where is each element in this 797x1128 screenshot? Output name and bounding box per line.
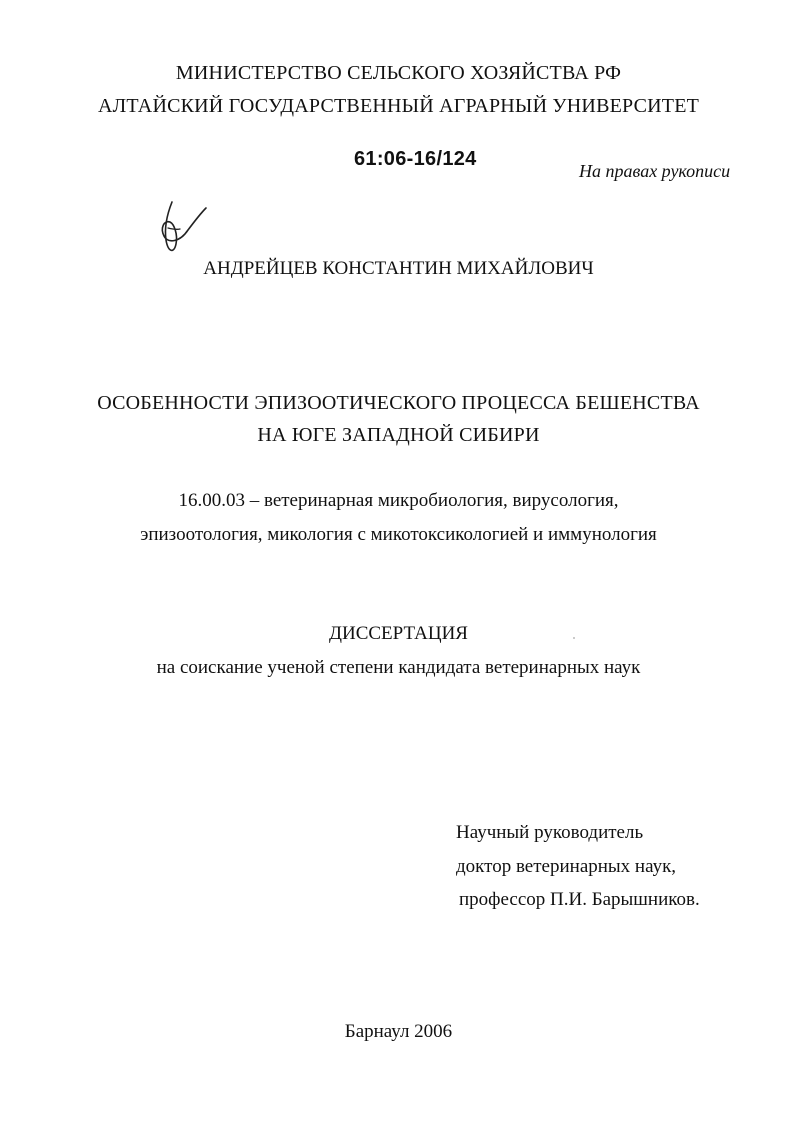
place-and-year: Барнаул 2006	[344, 1021, 453, 1042]
signature-icon	[150, 198, 212, 260]
catalog-code: 61:06-16/124	[354, 148, 477, 170]
author-name: АНДРЕЙЦЕВ КОНСТАНТИН МИХАЙЛОВИЧ	[203, 258, 594, 279]
supervisor-name: профессор П.И. Барышников.	[459, 889, 700, 910]
supervisor-degree: доктор ветеринарных наук,	[456, 856, 677, 877]
document-type: ДИССЕРТАЦИЯ	[329, 623, 468, 644]
thesis-title-line-1: ОСОБЕННОСТИ ЭПИЗООТИЧЕСКОГО ПРОЦЕССА БЕШЕНСТВА	[97, 392, 700, 414]
degree-description: на соискание ученой степени кандидата ветеринарных наук	[156, 657, 641, 678]
manuscript-rights-note: На правах рукописи	[579, 161, 731, 181]
specialty-line-1: 16.00.03 – ветеринарная микробиология, вирусология,	[178, 490, 619, 511]
university-heading: АЛТАЙСКИЙ ГОСУДАРСТВЕННЫЙ АГРАРНЫЙ УНИВЕРСИТЕТ	[97, 95, 700, 117]
thesis-title-line-2: НА ЮГЕ ЗАПАДНОЙ СИБИРИ	[257, 424, 540, 446]
ministry-heading: МИНИСТЕРСТВО СЕЛЬСКОГО ХОЗЯЙСТВА РФ	[175, 62, 622, 84]
supervisor-label: Научный руководитель	[456, 822, 644, 843]
specialty-line-2: эпизоотология, микология с микотоксикологией и иммунология	[140, 524, 657, 545]
